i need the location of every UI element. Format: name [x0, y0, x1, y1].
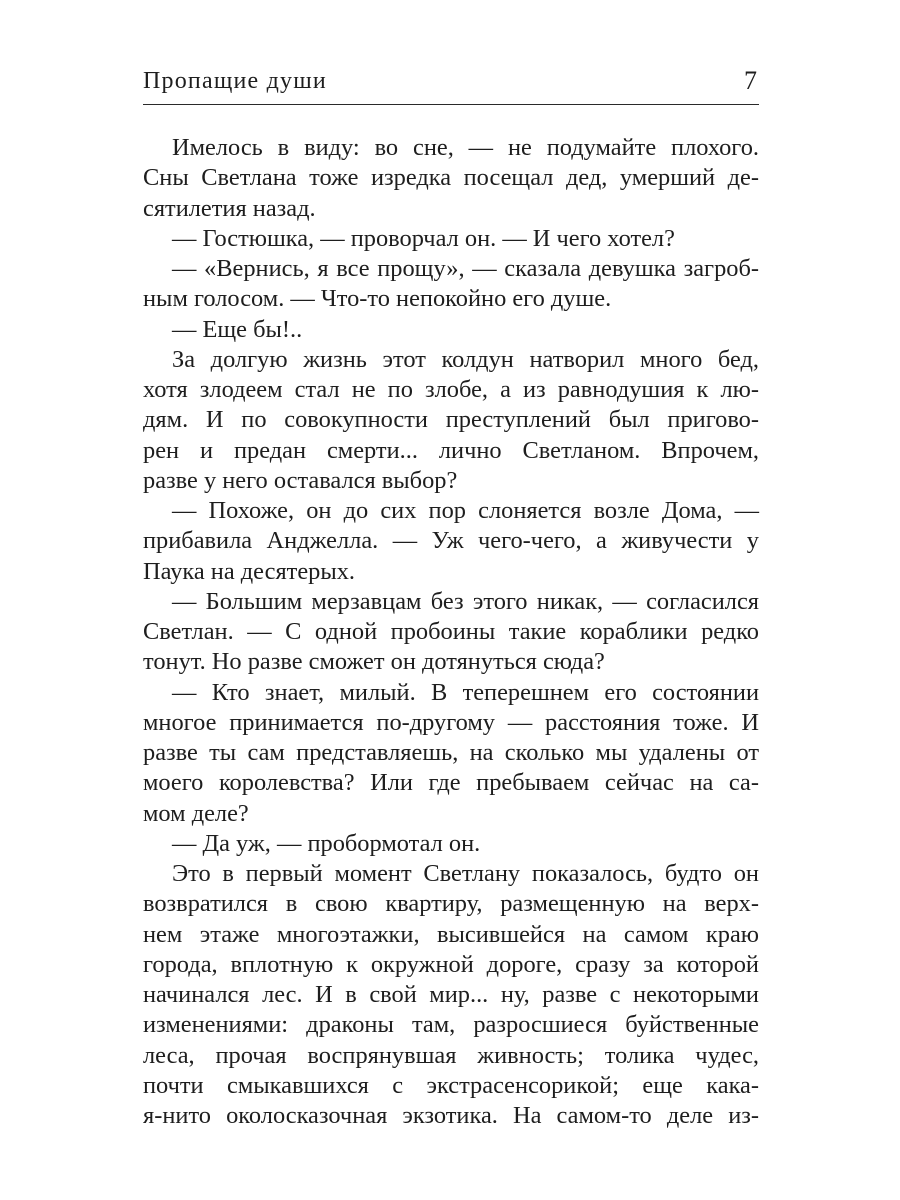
- text-line: — Большим мерзавцам без этого никак, — согласился: [172, 587, 759, 615]
- running-header: [143, 66, 759, 102]
- text-line: Светлан. — С одной пробоины такие кораблики редко: [143, 618, 759, 645]
- text-line: — «Вернись, я все прощу», — сказала девушка загроб-: [172, 255, 759, 282]
- body-text: [143, 133, 759, 1131]
- text-line: прибавила Анджелла. — Уж чего-чего, а живучести у: [143, 527, 759, 555]
- text-line: мом деле?: [143, 799, 249, 827]
- text-line: — Гостюшка, — проворчал он. — И чего хотел?: [172, 224, 675, 252]
- text-line: тонут. Но разве сможет он дотянуться сюда?: [143, 648, 605, 676]
- text-line: сятилетия назад.: [143, 194, 316, 222]
- text-line: — Еще бы!..: [172, 315, 303, 343]
- text-line: — Похоже, он до сих пор слоняется возле Дома, —: [172, 497, 759, 524]
- text-line: — Да уж, — пробормотал он.: [172, 829, 481, 857]
- text-line: рен и предан смерти... лично Светланом. Впрочем,: [143, 436, 759, 464]
- running-header-title: Пропащие души: [143, 68, 327, 94]
- page-number: 7: [744, 66, 757, 95]
- text-line: я-нито околосказочная экзотика. На самом-то деле из-: [143, 1102, 759, 1129]
- text-line: моего королевства? Или где пребываем сейчас на са-: [143, 769, 759, 797]
- text-line: начинался лес. И в свой мир... ну, разве с некоторыми: [143, 981, 759, 1008]
- text-line: — Кто знает, милый. В теперешнем его состоянии: [172, 678, 759, 706]
- header-rule: [143, 104, 759, 105]
- text-line: нем этаже многоэтажки, высившейся на самом краю: [143, 920, 759, 948]
- text-line: многое принимается по-другому — расстояния тоже. И: [143, 708, 759, 736]
- text-line: Паука на десятерых.: [143, 557, 356, 585]
- text-line: Имелось в виду: во сне, — не подумайте плохого.: [172, 134, 759, 161]
- text-line: изменениями: драконы там, разросшиеся буйственные: [143, 1011, 759, 1039]
- text-line: За долгую жизнь этот колдун натворил много бед,: [172, 345, 759, 373]
- text-line: хотя злодеем стал не по злобе, а из равнодушия к лю-: [143, 376, 759, 403]
- text-line: разве ты сам представляешь, на сколько мы удалены от: [143, 739, 759, 766]
- text-line: ным голосом. — Что-то непокойно его душе.: [143, 285, 612, 313]
- text-line: почти смыкавшихся с экстрасенсорикой; еще кака-: [143, 1071, 759, 1099]
- text-line: города, вплотную к окружной дороге, сразу за которой: [143, 950, 759, 978]
- text-line: Сны Светлана тоже изредка посещал дед, умерший де-: [143, 164, 759, 192]
- text-line: дям. И по совокупности преступлений был пригово-: [143, 406, 759, 434]
- text-line: разве у него оставался выбор?: [143, 466, 458, 494]
- text-line: леса, прочая воспрянувшая живность; толика чудес,: [143, 1041, 759, 1069]
- text-line: возвратился в свою квартиру, размещенную на верх-: [143, 890, 759, 918]
- text-line: Это в первый момент Светлану показалось, будто он: [172, 860, 759, 887]
